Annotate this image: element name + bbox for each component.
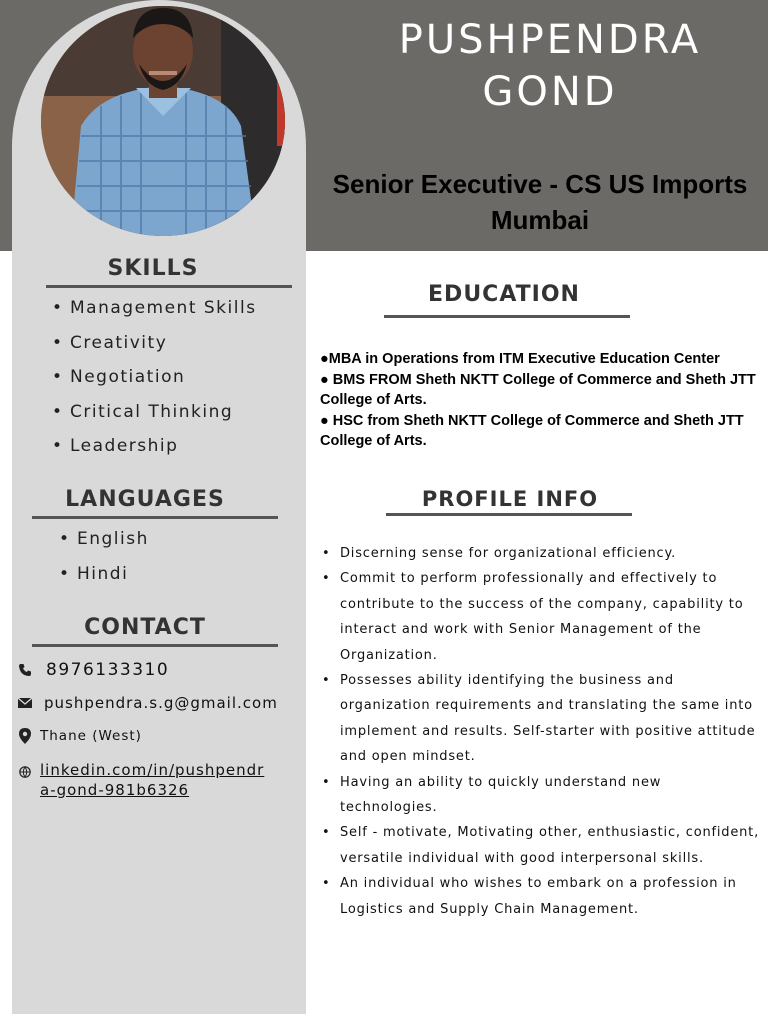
- languages-heading: LANGUAGES: [65, 487, 225, 512]
- location-text: Thane (West): [40, 728, 142, 744]
- profile-heading: PROFILE INFO: [421, 487, 599, 511]
- globe-icon: [16, 766, 34, 778]
- job-title-line-1: Senior Executive - CS US Imports: [332, 169, 748, 199]
- profile-item: • Possesses ability identifying the business and organization requirements and translating the same into implement and results. Self-starter with positive attitude and open mindset.: [320, 668, 760, 770]
- email-address[interactable]: pushpendra.s.g@gmail.com: [44, 694, 278, 712]
- education-item: ●MBA in Operations from ITM Executive Education Center: [320, 351, 720, 367]
- education-heading: EDUCATION: [428, 282, 580, 307]
- linkedin-line-2[interactable]: a-gond-981b6326: [40, 781, 190, 799]
- languages-list: [57, 522, 297, 592]
- profile-item: • An individual who wishes to embark on a profession in Logistics and Supply Chain Management.: [320, 871, 760, 922]
- profile-item: • Self - motivate, Motivating other, enthusiastic, confident, versatile individual with good interpersonal skills.: [320, 820, 760, 871]
- location-pin-icon: [16, 728, 34, 744]
- skill-item: • Negotiation: [50, 360, 306, 395]
- language-item: • English: [57, 522, 297, 557]
- education-item: ● HSC from Sheth NKTT College of Commerce and Sheth JTT College of Arts.: [320, 412, 744, 449]
- candidate-name: [340, 14, 760, 118]
- profile-divider: [386, 513, 632, 516]
- language-item: • Hindi: [57, 557, 297, 592]
- skills-heading: SKILLS: [107, 256, 199, 281]
- profile-list: [320, 541, 760, 922]
- skills-list: [50, 291, 306, 464]
- contact-location-row: [16, 728, 142, 744]
- linkedin-link[interactable]: [40, 760, 264, 800]
- contact-email-row: [16, 694, 278, 712]
- job-title-line-2: Mumbai: [490, 205, 590, 235]
- contact-heading: CONTACT: [84, 615, 206, 640]
- skills-divider: [46, 285, 292, 288]
- phone-icon: [16, 663, 34, 677]
- skill-item: • Critical Thinking: [50, 395, 306, 430]
- education-list: [320, 349, 768, 452]
- profile-item: • Commit to perform professionally and effectively to contribute to the success of the company, capability to interact and work with Senior Management of the Organization.: [320, 566, 760, 668]
- skill-item: • Management Skills: [50, 291, 306, 326]
- education-divider: [384, 315, 630, 318]
- name-line-1: PUSHPENDRA: [398, 17, 702, 63]
- education-item: ● BMS FROM Sheth NKTT College of Commerce and Sheth JTT College of Arts.: [320, 371, 756, 408]
- contact-linkedin-row: [16, 760, 264, 800]
- email-icon: [16, 698, 34, 708]
- linkedin-line-1[interactable]: linkedin.com/in/pushpendr: [40, 761, 265, 779]
- profile-photo: [41, 6, 285, 236]
- skill-item: • Leadership: [50, 429, 306, 464]
- profile-item: • Having an ability to quickly understand new technologies.: [320, 770, 760, 821]
- contact-divider: [32, 644, 278, 647]
- name-line-2: GOND: [482, 69, 618, 115]
- phone-number: 8976133310: [46, 660, 170, 680]
- profile-photo-image: [41, 6, 285, 236]
- contact-phone-row: [16, 660, 169, 680]
- job-title: [312, 166, 768, 238]
- profile-item: • Discerning sense for organizational efficiency.: [320, 541, 760, 566]
- languages-divider: [32, 516, 278, 519]
- skill-item: • Creativity: [50, 326, 306, 361]
